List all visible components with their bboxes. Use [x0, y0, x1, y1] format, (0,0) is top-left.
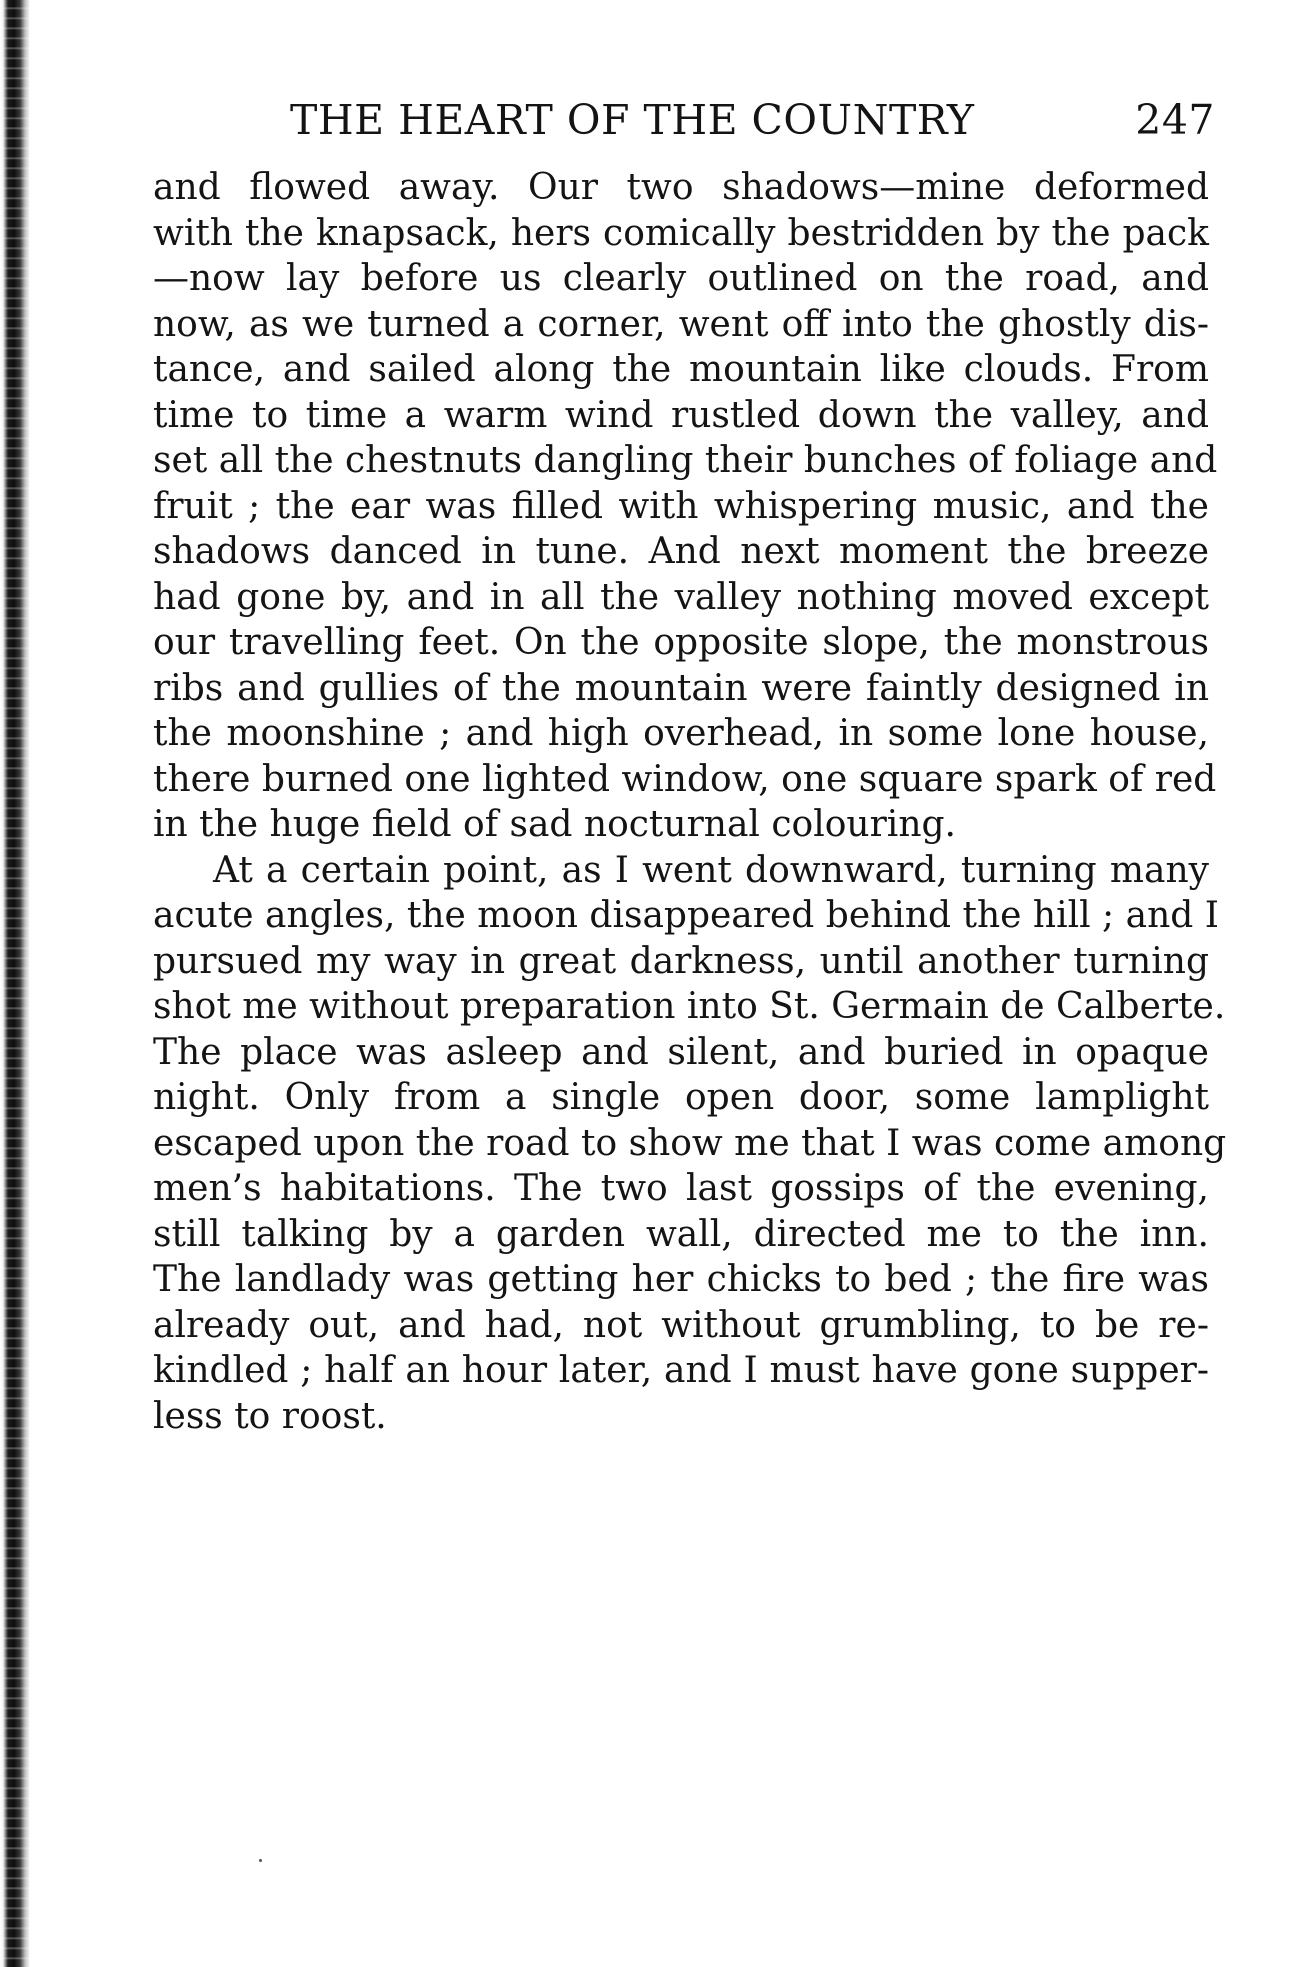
running-head — [290, 96, 1215, 144]
text-line: acute angles, the moon disappeared behind the hill ; and I — [153, 895, 1219, 936]
text-line: At a certain point, as I went downward, turning many — [213, 849, 1209, 891]
text-line: there burned one lighted window, one square spark of red — [153, 758, 1217, 800]
book-binding-edge — [0, 0, 30, 1967]
text-line: our travelling feet. On the opposite slope, the monstrous — [153, 622, 1209, 663]
text-line: in the huge field of sad nocturnal colouring. — [153, 804, 956, 845]
text-line: with the knapsack, hers comically bestridden by the pack — [153, 212, 1209, 254]
text-line: set all the chestnuts dangling their bunches of foliage and — [153, 440, 1218, 481]
text-line: night. Only from a single open door, some lamplight — [153, 1077, 1209, 1118]
text-line: men’s habitations. The two last gossips of the evening, — [153, 1168, 1209, 1209]
text-line: shadows danced in tune. And next moment the breeze — [153, 531, 1209, 572]
text-line: kindled ; half an hour later, and I must have gone supper- — [153, 1350, 1209, 1391]
text-line: already out, and had, not without grumbling, to be re- — [153, 1304, 1209, 1346]
text-line: fruit ; the ear was filled with whispering music, and the — [153, 485, 1209, 527]
text-line: shot me without preparation into St. Germain de Calberte. — [153, 986, 1226, 1027]
text-line: —now lay before us clearly outlined on the road, and — [153, 258, 1209, 299]
print-speck — [259, 1859, 262, 1862]
paragraph-1 — [153, 165, 1218, 848]
text-line: the moonshine ; and high overhead, in some lone house, — [153, 713, 1209, 754]
body-text — [153, 165, 1227, 1439]
text-line: had gone by, and in all the valley nothing moved except — [153, 576, 1209, 618]
text-line: escaped upon the road to show me that I was come among — [153, 1122, 1227, 1164]
text-line: still talking by a garden wall, directed me to the inn. — [153, 1213, 1209, 1255]
text-line: The place was asleep and silent, and buried in opaque — [153, 1031, 1209, 1073]
text-line: pursued my way in great darkness, until another turning — [153, 940, 1209, 982]
running-title: THE HEART OF THE COUNTRY — [290, 96, 975, 144]
text-line: and flowed away. Our two shadows—mine deformed — [153, 167, 1209, 208]
text-line: now, as we turned a corner, went off into the ghostly dis- — [153, 303, 1209, 345]
text-line: time to time a warm wind rustled down the valley, and — [153, 394, 1209, 436]
text-line: ribs and gullies of the mountain were faintly designed in — [153, 667, 1209, 709]
page-number: 247 — [1135, 96, 1215, 144]
text-line: tance, and sailed along the mountain like clouds. From — [153, 349, 1209, 390]
paragraph-2 — [153, 848, 1227, 1440]
text-line: The landlady was getting her chicks to bed ; the fire was — [153, 1259, 1209, 1300]
text-line: less to roost. — [153, 1395, 387, 1437]
